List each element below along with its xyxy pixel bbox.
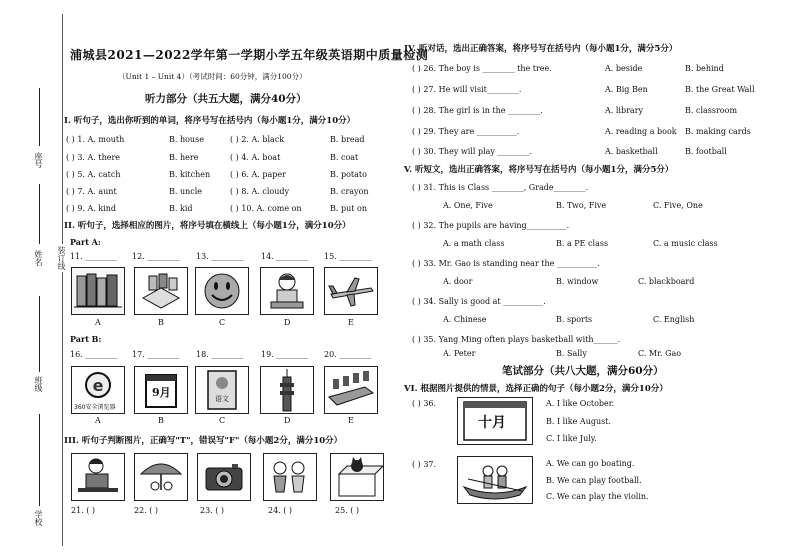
binding-line (62, 14, 63, 546)
q31-option-a: A. One, Five (443, 201, 493, 210)
s1-row-1-b: B. house (169, 135, 204, 144)
browser-caption: 360安全浏览器 (74, 404, 116, 411)
q37-option-a: A. We can go boating. (546, 459, 635, 468)
browser-icon-picture (71, 366, 125, 414)
q35-option-b: B. Sally (556, 349, 587, 358)
q29-option-a: A. reading a book (605, 127, 677, 136)
q29-question: ( ) 29. They are __________. (412, 127, 520, 136)
q28-option-b: B. classroom (685, 106, 738, 115)
boating-picture (457, 456, 533, 504)
q23-answer: 23. ( ) (200, 506, 225, 515)
s1-row-3-c: ( ) 6. A. paper (230, 170, 286, 179)
q31-option-c: C. Five, One (653, 201, 703, 210)
q16-blank: 16. ________ (70, 350, 118, 359)
section-6-title: VI. 根据图片提供的情景，选择正确的句子（每小题2分，满分10分） (404, 384, 668, 394)
book-cover-text: 语文 (215, 395, 229, 403)
section-3-title: III. 听句子判断图片，正确写"T"，错误写"F"（每小题2分，满分10分） (64, 436, 343, 446)
q32-option-c: C. a music class (653, 239, 718, 248)
school-blank (39, 414, 40, 506)
q34-option-c: C. English (653, 315, 695, 324)
listening-part-title: 听力部分（共五大题，满分40分） (145, 93, 307, 105)
s1-row-3-a: ( ) 5. A. catch (66, 170, 121, 179)
q35-question: ( ) 35. Yang Ming often plays basketball with______. (412, 335, 621, 344)
q37-option-b: B. We can play football. (546, 476, 642, 485)
q11-blank: 11. ________ (70, 252, 118, 261)
s1-row-3-b: B. kitchen (169, 170, 211, 179)
kids-playing-picture (263, 453, 317, 501)
s1-row-2-a: ( ) 3. A. there (66, 153, 121, 162)
q31-option-b: B. Two, Five (556, 201, 607, 210)
section-5-title: V. 听短文，选出正确答案，将序号写在括号内（每小题1分，满分5分） (404, 165, 674, 175)
q25-answer: 25. ( ) (335, 506, 360, 515)
q33-option-c: C. blackboard (638, 277, 695, 286)
airplane-picture (324, 267, 378, 315)
q18-blank: 18. ________ (196, 350, 244, 359)
classroom-desks-picture (324, 366, 378, 414)
pic-letter-a: A (95, 318, 101, 327)
boy-reading-picture (71, 453, 125, 501)
q33-option-a: A. door (443, 277, 473, 286)
s1-row-2-b: B. here (169, 153, 199, 162)
q12-blank: 12. ________ (132, 252, 180, 261)
pic-letter-d: D (284, 318, 291, 327)
s1-row-4-d: B. crayon (330, 187, 369, 196)
calendar-picture (134, 366, 188, 414)
q30-option-b: B. football (685, 147, 727, 156)
pic-letter-a-b: A (95, 416, 101, 425)
binding-seal-label: 装订线 (57, 246, 66, 270)
exam-title: 浦城县2021—2022学年第一学期小学五年级英语期中质量检测 (70, 48, 429, 62)
q27-option-b: B. the Great Wall (685, 85, 755, 94)
class-label: 班级 (34, 376, 43, 392)
part-a-label: Part A: (70, 237, 101, 247)
pic-letter-d-b: D (284, 416, 291, 425)
q26-question: ( ) 26. The boy is ________ the tree. (412, 64, 552, 73)
exam-scope: （Unit 1 – Unit 4）（考试时间：60分钟，满分100分） (118, 72, 307, 81)
pic-letter-e-b: E (348, 416, 354, 425)
q19-blank: 19. ________ (261, 350, 309, 359)
s1-row-4-c: ( ) 8. A. cloudy (230, 187, 290, 196)
q36-option-c: C. I like July. (546, 434, 597, 443)
q20-blank: 20. ________ (324, 350, 372, 359)
q34-option-a: A. Chinese (443, 315, 487, 324)
calendar-month: 9月 (152, 386, 171, 399)
library-picture (134, 267, 188, 315)
school-label: 学校 (34, 510, 43, 526)
umbrella-picture (134, 453, 188, 501)
s1-row-5-c: ( ) 10. A. come on (230, 204, 302, 213)
q34-option-b: B. sports (556, 315, 593, 324)
q26-option-b: B. behind (685, 64, 724, 73)
q30-option-a: A. basketball (605, 147, 658, 156)
name-label: 姓名 (34, 250, 43, 266)
q24-answer: 24. ( ) (268, 506, 293, 515)
q35-option-a: A. Peter (443, 349, 476, 358)
s1-row-4-b: B. uncle (169, 187, 203, 196)
books-picture (71, 267, 125, 315)
camera-picture (197, 453, 251, 501)
october-calendar-text: 十月 (478, 415, 506, 431)
q34-question: ( ) 34. Sally is good at __________. (412, 297, 546, 306)
class-blank (39, 296, 40, 372)
q37-option-c: C. We can play the violin. (546, 492, 649, 501)
q22-answer: 22. ( ) (134, 506, 159, 515)
s1-row-5-d: B. put on (330, 204, 367, 213)
q14-blank: 14. ________ (261, 252, 309, 261)
s1-row-2-c: ( ) 4. A. boat (230, 153, 281, 162)
q33-option-b: B. window (556, 277, 599, 286)
s1-row-2-d: B. coat (330, 153, 359, 162)
q37-number: ( ) 37. (412, 460, 437, 469)
s1-row-5-b: B. kid (169, 204, 193, 213)
smiley-picture (195, 267, 249, 315)
pic-letter-c-b: C (219, 416, 226, 425)
q30-question: ( ) 30. They will play ________. (412, 147, 532, 156)
s1-row-4-a: ( ) 7. A. aunt (66, 187, 117, 196)
chinese-book-picture (195, 366, 249, 414)
q32-option-b: B. a PE class (556, 239, 609, 248)
pic-letter-c: C (219, 318, 226, 327)
pic-letter-e: E (348, 318, 354, 327)
q27-option-a: A. Big Ben (605, 85, 648, 94)
section-2-title: II. 听句子，选择相应的图片，将序号填在横线上（每小题1分，满分10分） (64, 221, 351, 231)
q31-question: ( ) 31. This is Class ________, Grade________. (412, 183, 589, 192)
q36-option-a: A. I like October. (546, 399, 615, 408)
q13-blank: 13. ________ (196, 252, 244, 261)
q29-option-b: B. making cards (685, 127, 751, 136)
q35-option-c: C. Mr. Gao (638, 349, 682, 358)
s1-row-1-d: B. bread (330, 135, 365, 144)
written-part-title: 笔试部分（共八大题，满分60分） (502, 365, 664, 377)
part-b-label: Part B: (70, 334, 102, 344)
svg-text:e: e (92, 376, 104, 395)
section-1-title: I. 听句子，选出你听到的单词，将序号写在括号内（每小题1分，满分10分） (64, 116, 356, 126)
pic-letter-b: B (158, 318, 164, 327)
october-calendar-picture (457, 397, 533, 445)
number-label: 座号 (34, 152, 43, 168)
boy-drawing-picture (260, 267, 314, 315)
number-blank (39, 88, 40, 146)
q28-option-a: A. library (605, 106, 644, 115)
name-blank (39, 184, 40, 244)
q27-question: ( ) 27. He will visit________. (412, 85, 522, 94)
q15-blank: 15. ________ (324, 252, 372, 261)
s1-row-5-a: ( ) 9. A. kind (66, 204, 117, 213)
q28-question: ( ) 28. The girl is in the ________. (412, 106, 543, 115)
q36-option-b: B. I like August. (546, 417, 611, 426)
s1-row-1-c: ( ) 2. A. black (230, 135, 285, 144)
q26-option-a: A. beside (605, 64, 643, 73)
q32-option-a: A. a math class (443, 239, 505, 248)
s1-row-3-d: B. potato (330, 170, 367, 179)
q36-number: ( ) 36. (412, 399, 437, 408)
section-4-title: IV. 听对话，选出正确答案，将序号写在括号内（每小题1分，满分5分） (404, 44, 678, 54)
q17-blank: 17. ________ (132, 350, 180, 359)
q32-question: ( ) 32. The pupils are having__________. (412, 221, 570, 230)
tower-picture (260, 366, 314, 414)
pic-letter-b-b: B (158, 416, 164, 425)
cat-in-box-picture (330, 453, 384, 501)
q33-question: ( ) 33. Mr. Gao is standing near the __________. (412, 259, 600, 268)
s1-row-1-a: ( ) 1. A. mouth (66, 135, 125, 144)
q21-answer: 21. ( ) (71, 506, 96, 515)
